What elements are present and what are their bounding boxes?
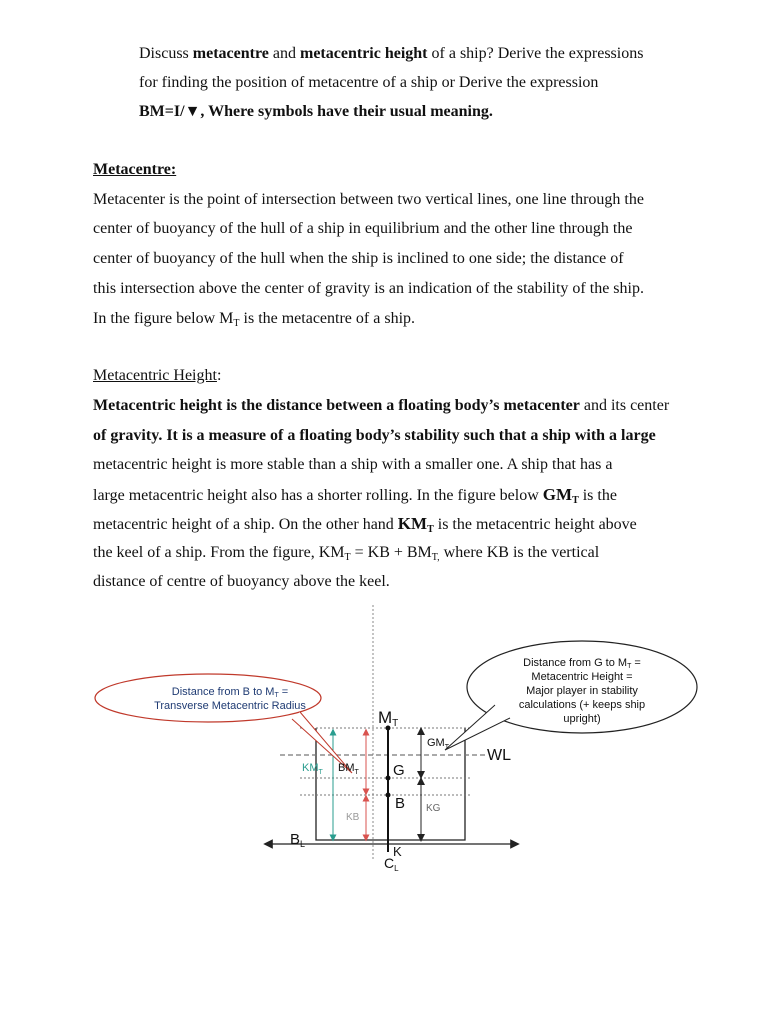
mh-line-6: the keel of a ship. From the figure, $KM_T$ = KB + $BM_{T,}$ where KB is the vertical: [93, 544, 600, 563]
right-callout-line-2: Metacentric Height =: [531, 671, 633, 683]
metacentre-line-5: In the figure below $M_T$ is the metacentre of a ship.: [93, 310, 416, 329]
metacentre-line-3: center of buoyancy of the hull when the ship is inclined to one side; the distance of: [93, 250, 624, 267]
right-callout-tail: [445, 705, 510, 750]
metacentre-line-1: Metacenter is the point of intersection between two vertical lines, one line through the: [93, 191, 644, 208]
mh-line-1: Metacentric height is the distance between a floating body’s metacenter and its center: [93, 397, 670, 414]
mh-line-7: distance of centre of buoyancy above the keel.: [93, 573, 390, 590]
label-wl: WL: [487, 747, 511, 764]
label-gmt: $GM_T$: [427, 737, 450, 751]
right-callout-line-5: upright): [563, 713, 601, 725]
right-callout-line-3: Major player in stability: [526, 685, 638, 697]
metacentre-line-4: this intersection above the center of gravity is an indication of the stability of the ship.: [93, 280, 644, 297]
left-callout-bubble: [95, 674, 321, 722]
g-point: [386, 776, 391, 781]
right-callout-line-1: Distance from G to MT =: [523, 657, 641, 670]
b-point: [386, 793, 391, 798]
label-mt: MT: [378, 708, 399, 729]
label-bl: $B_L$: [290, 831, 306, 849]
question-line-1: Discuss metacentre and metacentric height of a ship? Derive the expressions: [139, 45, 644, 62]
label-cl: $C_L$: [384, 855, 399, 873]
label-b: B: [395, 795, 406, 812]
mh-line-4: large metacentric height also has a shorter rolling. In the figure below $GM_T$ is the: [93, 485, 617, 506]
label-g: G: [393, 762, 405, 779]
mh-line-5: metacentric height of a ship. On the other hand $KM_T$ is the metacentric height above: [93, 514, 637, 535]
left-callout-line-2: Transverse Metacentric Radius: [154, 700, 306, 712]
mh-line-2: of gravity. It is a measure of a floating body’s stability such that a ship with a large: [93, 427, 656, 444]
right-callout-line-4: calculations (+ keeps ship: [518, 699, 646, 711]
label-bmt: $BM_T$: [338, 762, 359, 776]
question-line-3: BM=I/▼, Where symbols have their usual meaning.: [139, 103, 493, 120]
metacentre-line-2: center of buoyancy of the hull of a ship in equilibrium and the other line through the: [93, 220, 633, 237]
label-kmt: $KM_T$: [302, 762, 323, 776]
left-callout-line-1: Distance from B to MT =: [171, 686, 289, 699]
mh-line-3: metacentric height is more stable than a ship with a smaller one. A ship that has a: [93, 456, 613, 473]
metacentre-heading: Metacentre:: [93, 161, 177, 178]
question-line-2: for finding the position of metacentre of a ship or Derive the expression: [139, 74, 599, 91]
label-kb: KB: [346, 812, 360, 823]
metacentre-diagram: [0, 600, 768, 900]
label-k: K: [393, 844, 402, 859]
label-kg: KG: [426, 803, 441, 814]
metacentric-height-heading: Metacentric Height:: [93, 367, 222, 384]
